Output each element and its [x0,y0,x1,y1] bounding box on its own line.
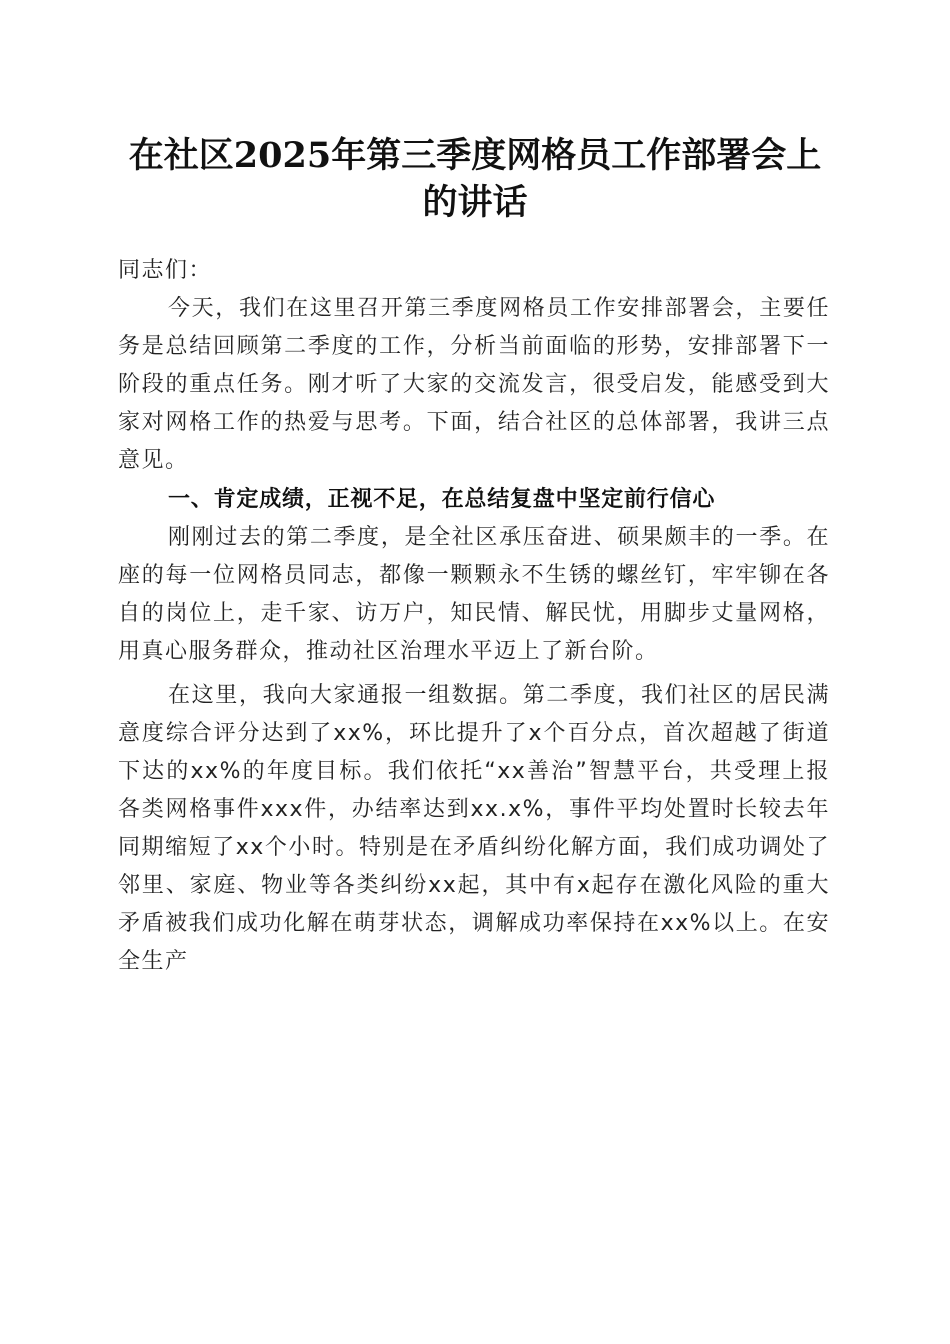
salutation: 同志们： [118,258,213,283]
title-line-2: 的讲话 [422,182,528,223]
document-body [118,252,830,981]
paragraph-intro: 今天，我们在这里召开第三季度网格员工作安排部署会，主要任务是总结回顾第二季度的工作，分析当前面临的形势，安排部署下一阶段的重点任务。刚才听了大家的交流发言，很受启发，能感受到大家对网格工作的热爱与思考。下面，结合社区的总体部署，我讲三点意见。 [118,296,830,473]
paragraph-achievements: 刚刚过去的第二季度，是全社区承压奋进、硕果颇丰的一季。在座的每一位网格员同志，都像一颗颗永不生锈的螺丝钉，牢牢铆在各自的岗位上，走千家、访万户，知民情、解民忧，用脚步丈量网格，用真心服务群众，推动社区治理水平迈上了新台阶。 [118,525,830,664]
document-title [110,132,840,226]
section-heading-1: 一、肯定成绩，正视不足，在总结复盘中坚定前行信心 [168,487,716,512]
title-line-1: 在社区2025年第三季度网格员工作部署会上 [128,135,822,176]
paragraph-statistics: 在这里，我向大家通报一组数据。第二季度，我们社区的居民满意度综合评分达到了xx%，环比提升了x个百分点，首次超越了街道下达的xx%的年度目标。我们依托“xx善治”智慧平台，共受理上报各类网格事件xxx件，办结率达到xx.x%，事件平均处置时长较去年同期缩短了xx个小时。特别是在矛盾纠纷化解方面，我们成功调处了邻里、家庭、物业等各类纠纷xx起，其中有x起存在激化风险的重大矛盾被我们成功化解在萌芽状态，调解成功率保持在xx%以上。在安全生产 [118,683,830,974]
